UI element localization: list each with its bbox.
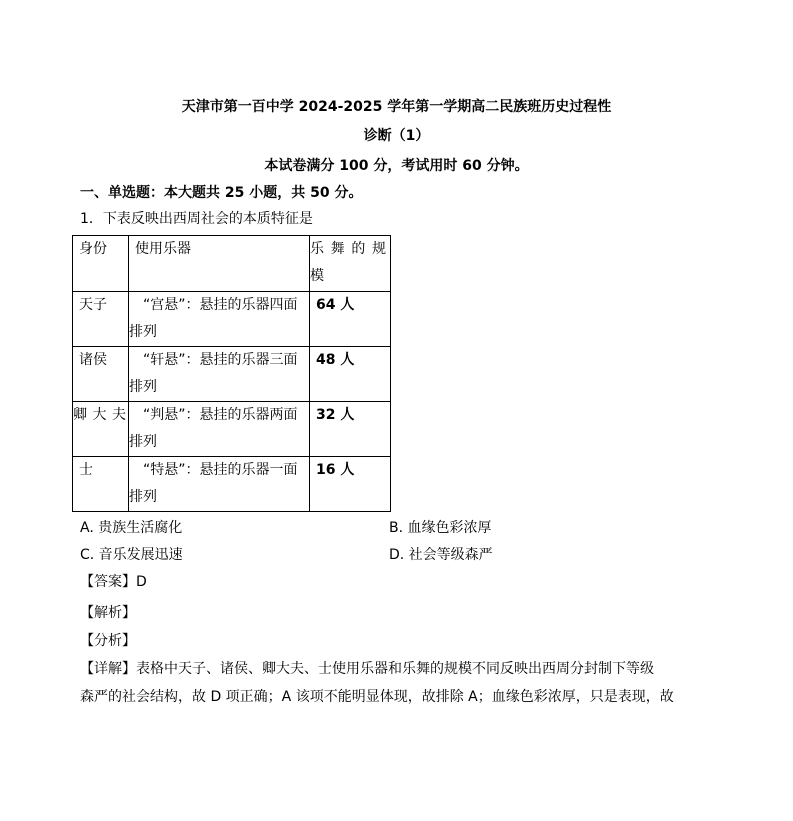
table-row — [73, 292, 391, 347]
instrument-text: “轩悬”：悬挂的乐器三面排列 — [129, 352, 298, 395]
header-cell-instrument: 使用乐器 — [129, 236, 310, 292]
ritual-music-table — [72, 235, 391, 512]
cell-scale: 48 人 — [310, 347, 391, 402]
cell-scale: 32 人 — [310, 402, 391, 457]
cell-rank: 诸侯 — [73, 347, 129, 402]
exam-info: 本试卷满分 100 分，考试用时 60 分钟。 — [264, 158, 529, 174]
document-title: 天津市第一百中学 2024-2025 学年第一学期高二民族班历史过程性 — [181, 99, 612, 115]
header-cell-scale: 乐舞的规模 — [310, 236, 391, 292]
option-c: C. 音乐发展迅速 — [80, 547, 183, 563]
document-subtitle: 诊断（1） — [363, 128, 430, 144]
analysis-label: 【解析】 — [80, 605, 136, 621]
table-header-row — [73, 236, 391, 292]
fenxi-label: 【分析】 — [80, 633, 136, 649]
cell-instrument — [129, 292, 310, 347]
cell-rank: 士 — [73, 457, 129, 512]
detail-line-1: 【详解】表格中天子、诸侯、卿大夫、士使用乐器和乐舞的规模不同反映出西周分封制下等级 — [80, 661, 654, 677]
cell-rank: 卿大夫 — [73, 402, 129, 457]
question-stem: 1．下表反映出西周社会的本质特征是 — [80, 211, 313, 227]
detail-line-2: 森严的社会结构，故 D 项正确；A 该项不能明显体现，故排除 A；血缘色彩浓厚，只是表现，故 — [80, 689, 674, 705]
instrument-text: “宫悬”：悬挂的乐器四面排列 — [129, 297, 298, 340]
option-d: D. 社会等级森严 — [389, 547, 493, 563]
header-cell-rank: 身份 — [73, 236, 129, 292]
option-b: B. 血缘色彩浓厚 — [389, 520, 492, 536]
table-row — [73, 457, 391, 512]
cell-scale: 16 人 — [310, 457, 391, 512]
cell-instrument — [129, 402, 310, 457]
cell-instrument — [129, 347, 310, 402]
cell-instrument — [129, 457, 310, 512]
table-row — [73, 347, 391, 402]
section-heading: 一、单选题：本大题共 25 小题，共 50 分。 — [80, 185, 363, 201]
option-a: A. 贵族生活腐化 — [80, 520, 183, 536]
table-row — [73, 402, 391, 457]
instrument-text: “判悬”：悬挂的乐器两面排列 — [129, 407, 298, 450]
instrument-text: “特悬”：悬挂的乐器一面排列 — [129, 462, 298, 505]
cell-scale: 64 人 — [310, 292, 391, 347]
answer-line: 【答案】D — [80, 574, 147, 590]
cell-rank: 天子 — [73, 292, 129, 347]
